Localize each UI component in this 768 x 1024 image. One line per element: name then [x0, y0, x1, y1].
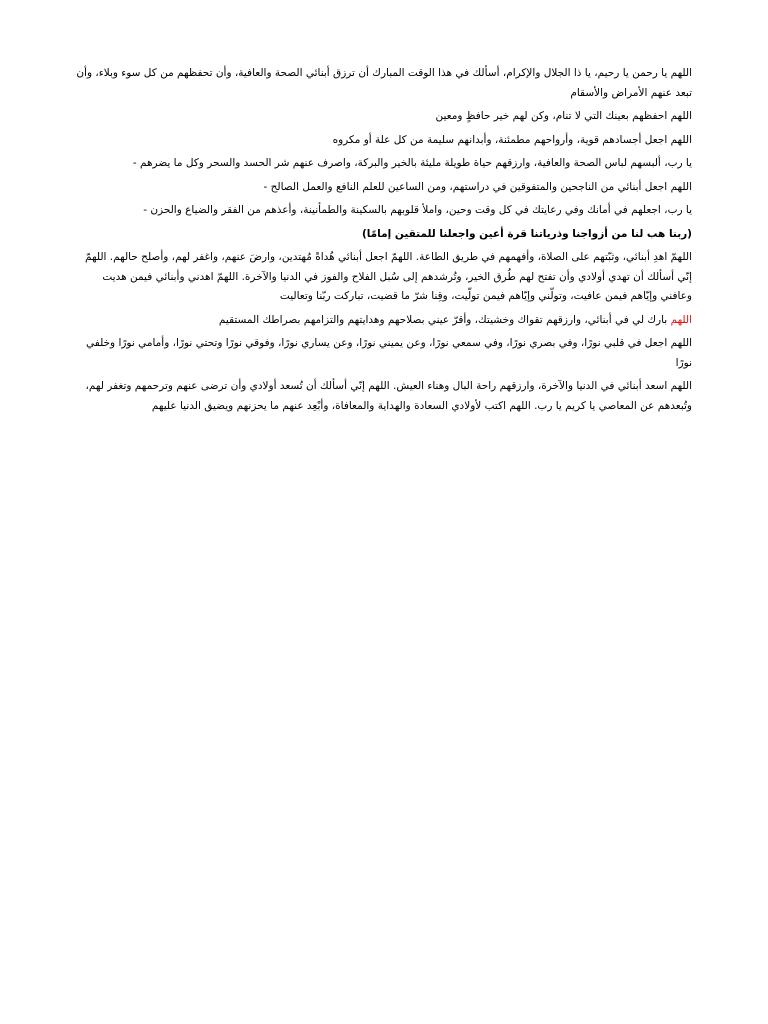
dua-paragraph-10: اللهم اسعد أبنائي في الدنيا والآخرة، وارزقهم راحة البال وهناء العيش. اللهم إنّي أسألك أن تُسعد أولادي وأن ترضى عنهم وترحمهم وتغفر لهم، وتُبعدهم عن المعاصي يا كريم يا رب. اللهم اكتب لأولادي السعادة والهداية والمعافاة، وأبْعِد عنهم ما يحزنهم ويضيق الدنيا عليهم [85, 380, 692, 412]
dua-paragraph-red [76, 311, 692, 331]
dua-paragraph-4: يا رب، ألبسهم لباس الصحة والعافية، وارزقهم حياة طويلة مليئة بالخير والبركة، واصرف عنهم شر الحسد والسحر وكل ما يضرهم - [132, 157, 692, 169]
dua-paragraph-7: (ربنا هب لنا من أزواجنا وذرياتنا قرة أعين واجعلنا للمتقين إمامًا) [361, 227, 692, 240]
red-paragraph-text: بارك لي في أبنائي، وارزقهم تقواك وخشيتك، وأقرّ عيني بصلاحهم وهدايتهم والتزامهم بصراطك المستقيم [218, 313, 668, 326]
dua-paragraph-6: يا رب، اجعلهم في أمانك وفي رعايتك في كل وقت وحين، واملأ قلوبهم بالسكينة والطمأنينة، وأعذهم من الفقر والضياع والحزن - [143, 204, 692, 216]
dua-paragraph-9: اللهم اجعل في قلبي نورًا، وفي بصري نورًا، وفي سمعي نورًا، وعن يميني نورًا، وعن يساري نورًا، وفوقي نورًا وتحتي نورًا، وأمامي نورًا وخلفي نورًا [86, 337, 692, 369]
dua-paragraph-2: اللهم احفظهم بعينك التي لا تنام، وكن لهم خير حافظٍ ومعين [435, 110, 692, 122]
dua-paragraph-8: اللهمّ اهدِ أبنائي، وثبّتهم على الصلاة، وأفهمهم في طريق الطاعة. اللهمّ اجعل أبنائي هُداةً مُهتدين، وارضَ عنهم، واغفر لهم، وأصلح حالهم. اللهمّ إنّي أسألك أن تهدي أولادي وأن تفتح لهم طُرق الخير، وتُرشدهم إلى سُبل الفلاح والفوز في الدنيا والآخرة. اللهمّ اهدني وأبنائي فيمن هديت وعافني وإيّاهم فيمن عافيت، وتولّني وإيّاهم فيمن تولّيت، وقِنا شرّ ما قضيت، تباركت ربّنا وتعاليت [85, 251, 692, 302]
dua-paragraph-3: اللهم اجعل أجسادهم قوية، وأرواحهم مطمئنة، وأبدانهم سليمة من كل علة أو مكروه [332, 133, 692, 146]
dua-paragraph-1: اللهم يا رحمن يا رحيم، يا ذا الجلال والإكرام، أسألك في هذا الوقت المبارك أن ترزق أبنائي الصحة والعافية، وأن تحفظهم من كل سوء وبلاء، وأن تبعد عنهم الأمراض والأسقام [76, 67, 692, 99]
dua-paragraph-5: اللهم اجعل أبنائي من الناجحين والمتفوقين في دراستهم، ومن الساعين للعلم النافع والعمل الصالح - [263, 180, 692, 193]
red-lead-word: اللهم [670, 313, 692, 326]
